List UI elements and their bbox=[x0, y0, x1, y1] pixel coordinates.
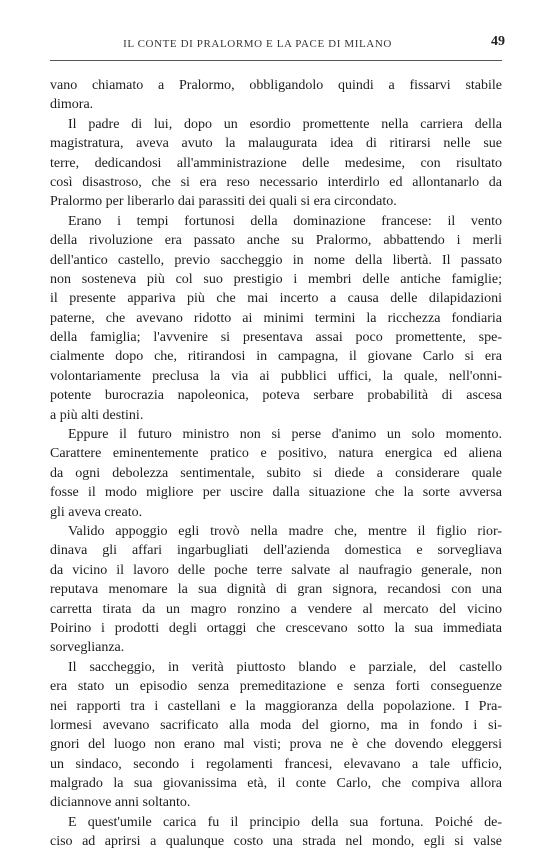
text-line: dell'antico castello, previo saccheggio in nome della libertà. Il passato bbox=[50, 252, 502, 268]
header-rule bbox=[50, 60, 502, 61]
text-line: terre, dedicandosi all'amministrazione delle medesime, con risultato bbox=[50, 155, 502, 171]
text-line: volontariamente preclusa la via ai pubblici uffici, la quale, nell'onni- bbox=[50, 368, 502, 384]
text-line: così disastroso, che si era reso necessario interdirlo ed allontanarlo da bbox=[50, 174, 502, 190]
text-line: gnori del luogo non erano mal visti; prova ne è che dovendo eleggersi bbox=[50, 737, 502, 753]
text-line: carretta tirata da un magro ronzino a vendere al mercato del vicino bbox=[50, 601, 502, 617]
text-line: ciso ad aprirsi a qualunque costo una strada nel mondo, egli si valse bbox=[50, 834, 502, 850]
text-line: a più alti destini. bbox=[50, 407, 144, 423]
text-line: dinava gli affari ingarbugliati dell'azienda domestica e sorvegliava bbox=[50, 543, 502, 559]
text-line: vano chiamato a Pralormo, obbligandolo quindi a fissarvi stabile bbox=[50, 78, 502, 93]
text-line: il presente appariva più che mai incerto a causa delle dilapidazioni bbox=[50, 291, 502, 307]
text-line: della famiglia; l'avvenire si presentava assai poco promettente, spe- bbox=[50, 330, 502, 346]
text-line: potente burocrazia napoleonica, poteva serbare probabilità di ascesa bbox=[50, 388, 502, 404]
text-line: Il saccheggio, in verità piuttosto blando e parziale, del castello bbox=[68, 659, 502, 675]
text-line: E quest'umile carica fu il principio della sua fortuna. Poiché de- bbox=[68, 814, 502, 830]
text-line: diciannove anni soltanto. bbox=[50, 795, 191, 811]
text-line: fosse il modo migliore per uscire dalla situazione che la sorte avversa bbox=[50, 485, 502, 501]
page-number: 49 bbox=[491, 34, 505, 49]
text-line: lormesi avevano sacrificato alla moda del giorno, ma in fondo i si- bbox=[50, 717, 502, 733]
text-line: da vicino il lavoro delle poche terre salvate al naufragio generale, non bbox=[50, 562, 502, 578]
text-line: Poirino i prodotti degli ortaggi che crescevano sotto la sua immediata bbox=[50, 620, 502, 636]
text-line: era stato un episodio senza premeditazione e senza forti conseguenze bbox=[50, 679, 502, 695]
running-title: IL CONTE DI PRALORMO E LA PACE DI MILANO bbox=[123, 38, 392, 50]
text-line: da ogni debolezza sentimentale, subito si diede a considerare quale bbox=[50, 465, 502, 481]
text-line: Erano i tempi fortunosi della dominazione francese: il vento bbox=[68, 213, 502, 229]
text-line: magistratura, aveva avuto la malaugurata idea di ritirarsi nelle sue bbox=[50, 136, 502, 152]
text-line: reputava menomare la sua dignità di gran signora, recandosi con una bbox=[50, 582, 502, 598]
text-line: un sindaco, secondo i regolamenti francesi, elevavano a tale ufficio, bbox=[50, 756, 502, 772]
text-line: della rivoluzione era passato anche su Pralormo, abbattendo i merli bbox=[50, 233, 502, 249]
text-line: nei rapporti tra i castellani e la maggioranza della popolazione. I Pra- bbox=[50, 698, 502, 714]
text-line: Carattere eminentemente pratico e positivo, natura energica ed aliena bbox=[50, 446, 502, 462]
text-line: gli aveva creato. bbox=[50, 504, 143, 520]
text-line: Il padre di lui, dopo un esordio promettente nella carriera della bbox=[68, 116, 502, 132]
text-line: dimora. bbox=[50, 97, 94, 113]
text-line: paterne, che avevano ridotto ai minimi termini la ricchezza fondiaria bbox=[50, 310, 502, 326]
text-line: Pralormo per liberarlo dai parassiti dei quali si era circondato. bbox=[50, 194, 397, 210]
text-line: Valido appoggio egli trovò nella madre che, mentre il figlio rior- bbox=[68, 523, 502, 539]
text-line: sorveglianza. bbox=[50, 640, 125, 656]
body-text bbox=[50, 76, 502, 852]
text-line: non sosteneva più col suo prestigio i membri delle antiche famiglie; bbox=[50, 271, 502, 287]
text-line: malgrado la sua giovanissima età, il conte Carlo, che compiva allora bbox=[50, 776, 502, 792]
text-line: Eppure il futuro ministro non si perse d'animo un solo momento. bbox=[68, 427, 502, 443]
text-line: cialmente dopo che, ritirandosi in campagna, il giovane Carlo si era bbox=[50, 349, 502, 365]
running-header bbox=[50, 34, 505, 56]
